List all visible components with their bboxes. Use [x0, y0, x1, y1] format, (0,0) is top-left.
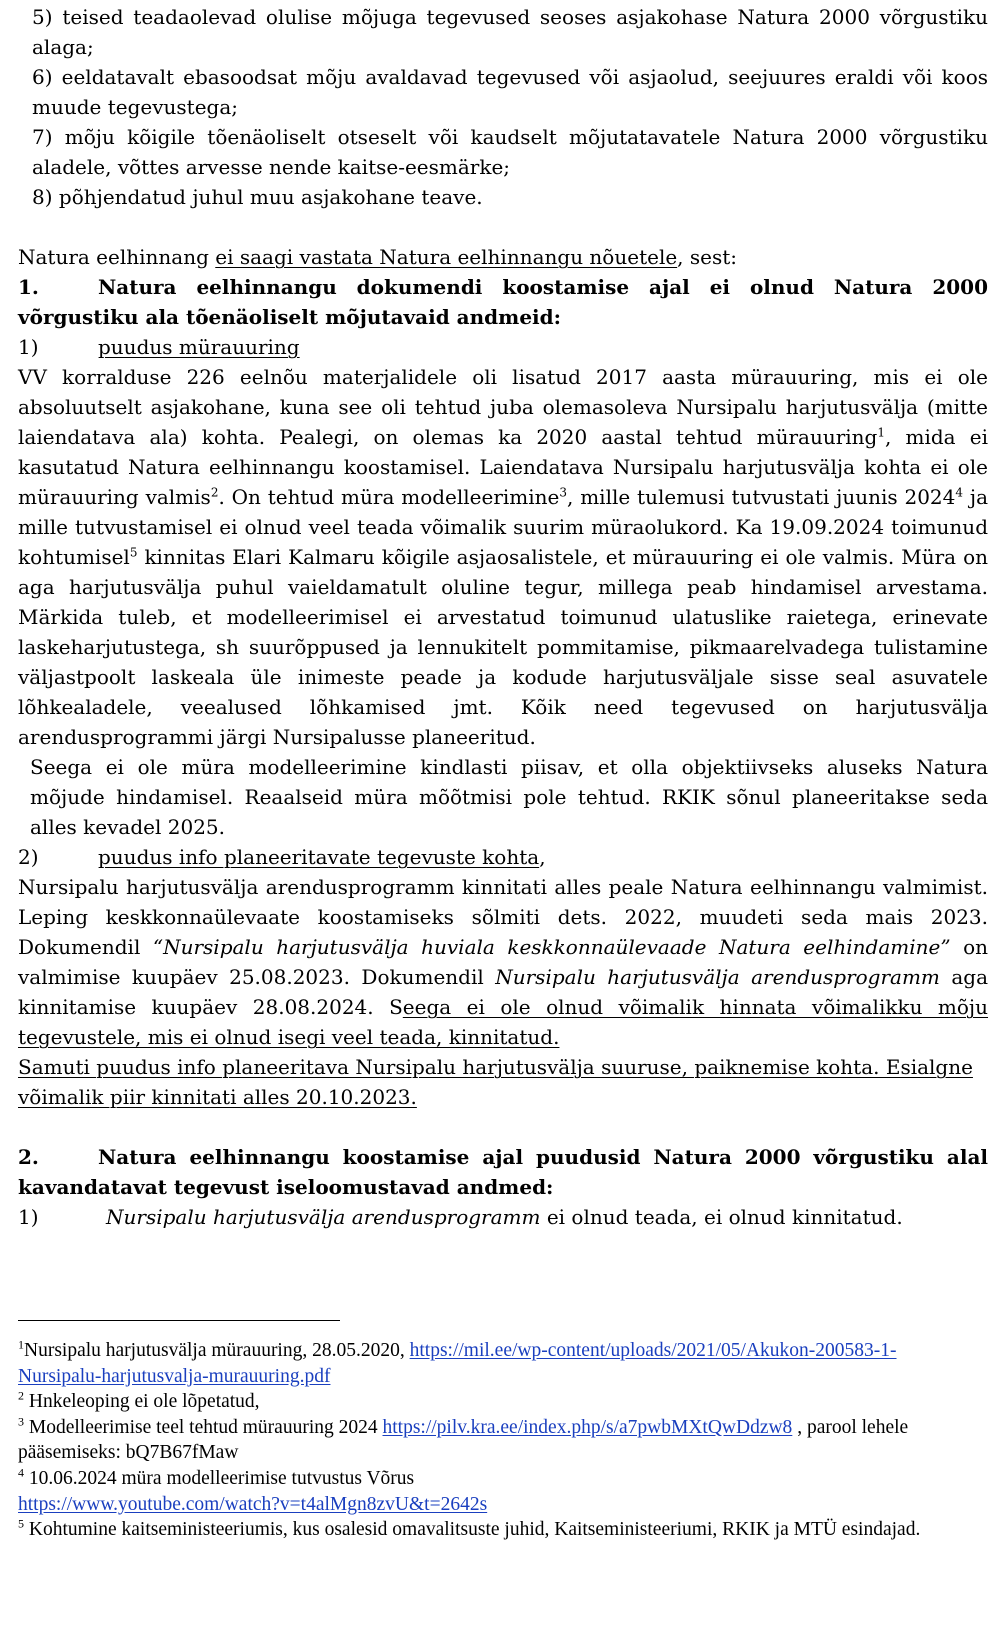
- footnote-link[interactable]: https://mil.ee/wp-content/uploads/2021/05/Akukon-200583-1-Nursipalu-harjutusvalja-murauuring.pdf: [18, 1340, 897, 1387]
- list-item: [18, 182, 988, 212]
- subsection-title: 1) Nursipalu harjutusvälja arendusprogramm ei olnud teada, ei olnud kinnitatud.: [18, 1205, 903, 1229]
- footnote-ref[interactable]: 2: [210, 485, 219, 500]
- footnote-link[interactable]: https://www.youtube.com/watch?v=t4alMgn8zvU&t=2642s: [18, 1493, 488, 1515]
- body-paragraph: Nursipalu harjutusvälja arendusprogramm kinnitati alles peale Natura eelhinnangu valmimist. Leping keskkonnaülevaate koostamiseks sõlmiti dets. 2022, muudeti seda mais 2023. Dokumendil “Nursipalu harjutusvälja huviala keskkonnaülevaade Natura eelhindamine” on valmimise kuupäev 25.08.2023. Dokumendil Nursipalu harjutusvälja arendusprogramm aga kinnitamise kuupäev 28.08.2024. Seega ei ole olnud võimalik hinnata võimalikku mõju tegevustele, mis ei olnud isegi veel teada, kinnitatud.: [18, 875, 989, 1049]
- list-text: teised teadaolevad olulise mõjuga tegevused seoses asjakohase Natura 2000 võrgustiku alaga;: [32, 5, 988, 59]
- footnote: $^2$ Hnkeleoping ei ole lõpetatud,: [18, 1388, 260, 1413]
- section-number: 2.: [18, 1145, 39, 1169]
- list-text: mõju kõigile tõenäoliselt otseselt või kaudselt mõjutatavatele Natura 2000 võrgustiku aladele, võttes arvesse nende kaitse-eesmärke;: [32, 125, 988, 179]
- intro-underlined: ei saagi vastata Natura eelhinnangu nõuetele: [215, 245, 678, 269]
- footnotes: [18, 1338, 948, 1543]
- list-number: 7): [32, 125, 53, 149]
- list-number: 5): [32, 5, 53, 29]
- list-item: [18, 2, 988, 62]
- section-1-heading: 1. Natura eelhinnangu dokumendi koostamise ajal ei olnud Natura 2000 võrgustiku ala tõenäoliselt mõjutavaid andmeid:: [18, 272, 988, 332]
- list-number: 8): [32, 185, 53, 209]
- intro-paragraph: Natura eelhinnang ei saagi vastata Natura eelhinnangu nõuetele, sest:: [18, 245, 738, 269]
- footnote-ref[interactable]: 3: [559, 485, 568, 500]
- footnote: $^5$ Kohtumine kaitseministeeriumis, kus osalesid omavalitsuste juhid, Kaitseministeeriumi, RKIK ja MTÜ esindajad.: [18, 1516, 921, 1541]
- list-text: põhjendatud juhul muu asjakohane teave.: [58, 185, 483, 209]
- list-item: [18, 62, 988, 122]
- list-number: 6): [32, 65, 53, 89]
- footnote-ref[interactable]: 4: [955, 485, 964, 500]
- section-2-heading: 2. Natura eelhinnangu koostamise ajal puudusid Natura 2000 võrgustiku alal kavandatavat tegevust iseloomustavad andmed:: [18, 1142, 988, 1202]
- subsection-title: 2) puudus info planeeritavate tegevuste kohta,: [18, 845, 546, 869]
- footnote-link[interactable]: https://pilv.kra.ee/index.php/s/a7pwbMXtQwDdzw8: [382, 1416, 793, 1438]
- body-paragraph: VV korralduse 226 eelnõu materjalidele oli lisatud 2017 aasta mürauuring, mis ei ole absoluutselt asjakohane, kuna see oli tehtud juba olemasoleva Nursipalu harjutusvälja (mitte laiendatava ala) kohta. Pealegi, on olemas ka 2020 aastal tehtud mürauuring$^1$, mida ei kasutatud Natura eelhinnangu koostamisel. Laiendatava Nursipalu harjutusvälja kohta ei ole mürauuring valmis$^2$. On tehtud müra modelleerimine$^3$, mille tulemusi tutvustati juunis 2024$^4$ ja mille tutvustamisel ei olnud veel teada võimalik suurim müraolukord. Ka 19.09.2024 toimunud kohtumisel$^5$ kinnitas Elari Kalmaru kõigile asjaosalistele, et mürauuring ei ole valmis. Müra on aga harjutusvälja puhul vaieldamatult oluline tegur, millega peab hindamisel arvestama. Märkida tuleb, et modelleerimisel ei arvestatud toimunud ulatuslike raietega, erinevate laskeharjutustega, sh suurõppused ja lennukitelt pommitamise, pikmaarelvadega tulistamine väljastpoolt laskeala üle inimeste peade ja kodude harjutusväljale sisse seal asuvatele lõhkealadele, veealused lõhkamised jmt. Kõik need tegevused on harjutusvälja arendusprogrammi järgi Nursipalusse planeeritud.: [18, 365, 988, 749]
- body-paragraph: Seega ei ole müra modelleerimine kindlasti piisav, et olla objektiivseks aluseks Natura mõjude hindamisel. Reaalseid müra mõõtmisi pole tehtud. RKIK sõnul planeeritakse seda alles kevadel 2025.: [30, 755, 988, 839]
- list-item: [18, 122, 988, 182]
- section-number: 1.: [18, 275, 39, 299]
- document-title: Nursipalu harjutusvälja arendusprogramm: [495, 965, 940, 989]
- footnote-separator: [18, 1320, 340, 1321]
- list-text: eeldatavalt ebasoodsat mõju avaldavad tegevused või asjaolud, seejuures eraldi või koos muude tegevustega;: [32, 65, 988, 119]
- footnote-ref[interactable]: 5: [129, 545, 138, 560]
- footnote: $^1$Nursipalu harjutusvälja mürauuring, 28.05.2020, https://mil.ee/wp-content/uploads/2021/05/Akukon-200583-1-Nursipalu-harjutusvalja-murauuring.pdf: [18, 1337, 897, 1387]
- footnote: $^4$ 10.06.2024 müra modelleerimise tutvustus Võrus https://www.youtube.com/watch?v=t4alMgn8zvU&t=2642s: [18, 1465, 488, 1515]
- document-title: “Nursipalu harjutusvälja huviala keskkonnaülevaade Natura eelhindamine”: [152, 935, 951, 959]
- body-paragraph: Samuti puudus info planeeritava Nursipalu harjutusvälja suuruse, paiknemise kohta. Esialgne võimalik piir kinnitati alles 20.10.2023.: [18, 1055, 973, 1109]
- footnote: $^3$ Modelleerimise teel tehtud mürauuring 2024 https://pilv.kra.ee/index.php/s/a7pwbMXtQwDdzw8 , parool lehele pääsemiseks: bQ7B67fMaw: [18, 1414, 909, 1464]
- subsection-title: 1) puudus mürauuring: [18, 335, 300, 359]
- document-title: Nursipalu harjutusvälja arendusprogramm: [106, 1205, 541, 1229]
- footnote-ref[interactable]: 1: [877, 425, 885, 440]
